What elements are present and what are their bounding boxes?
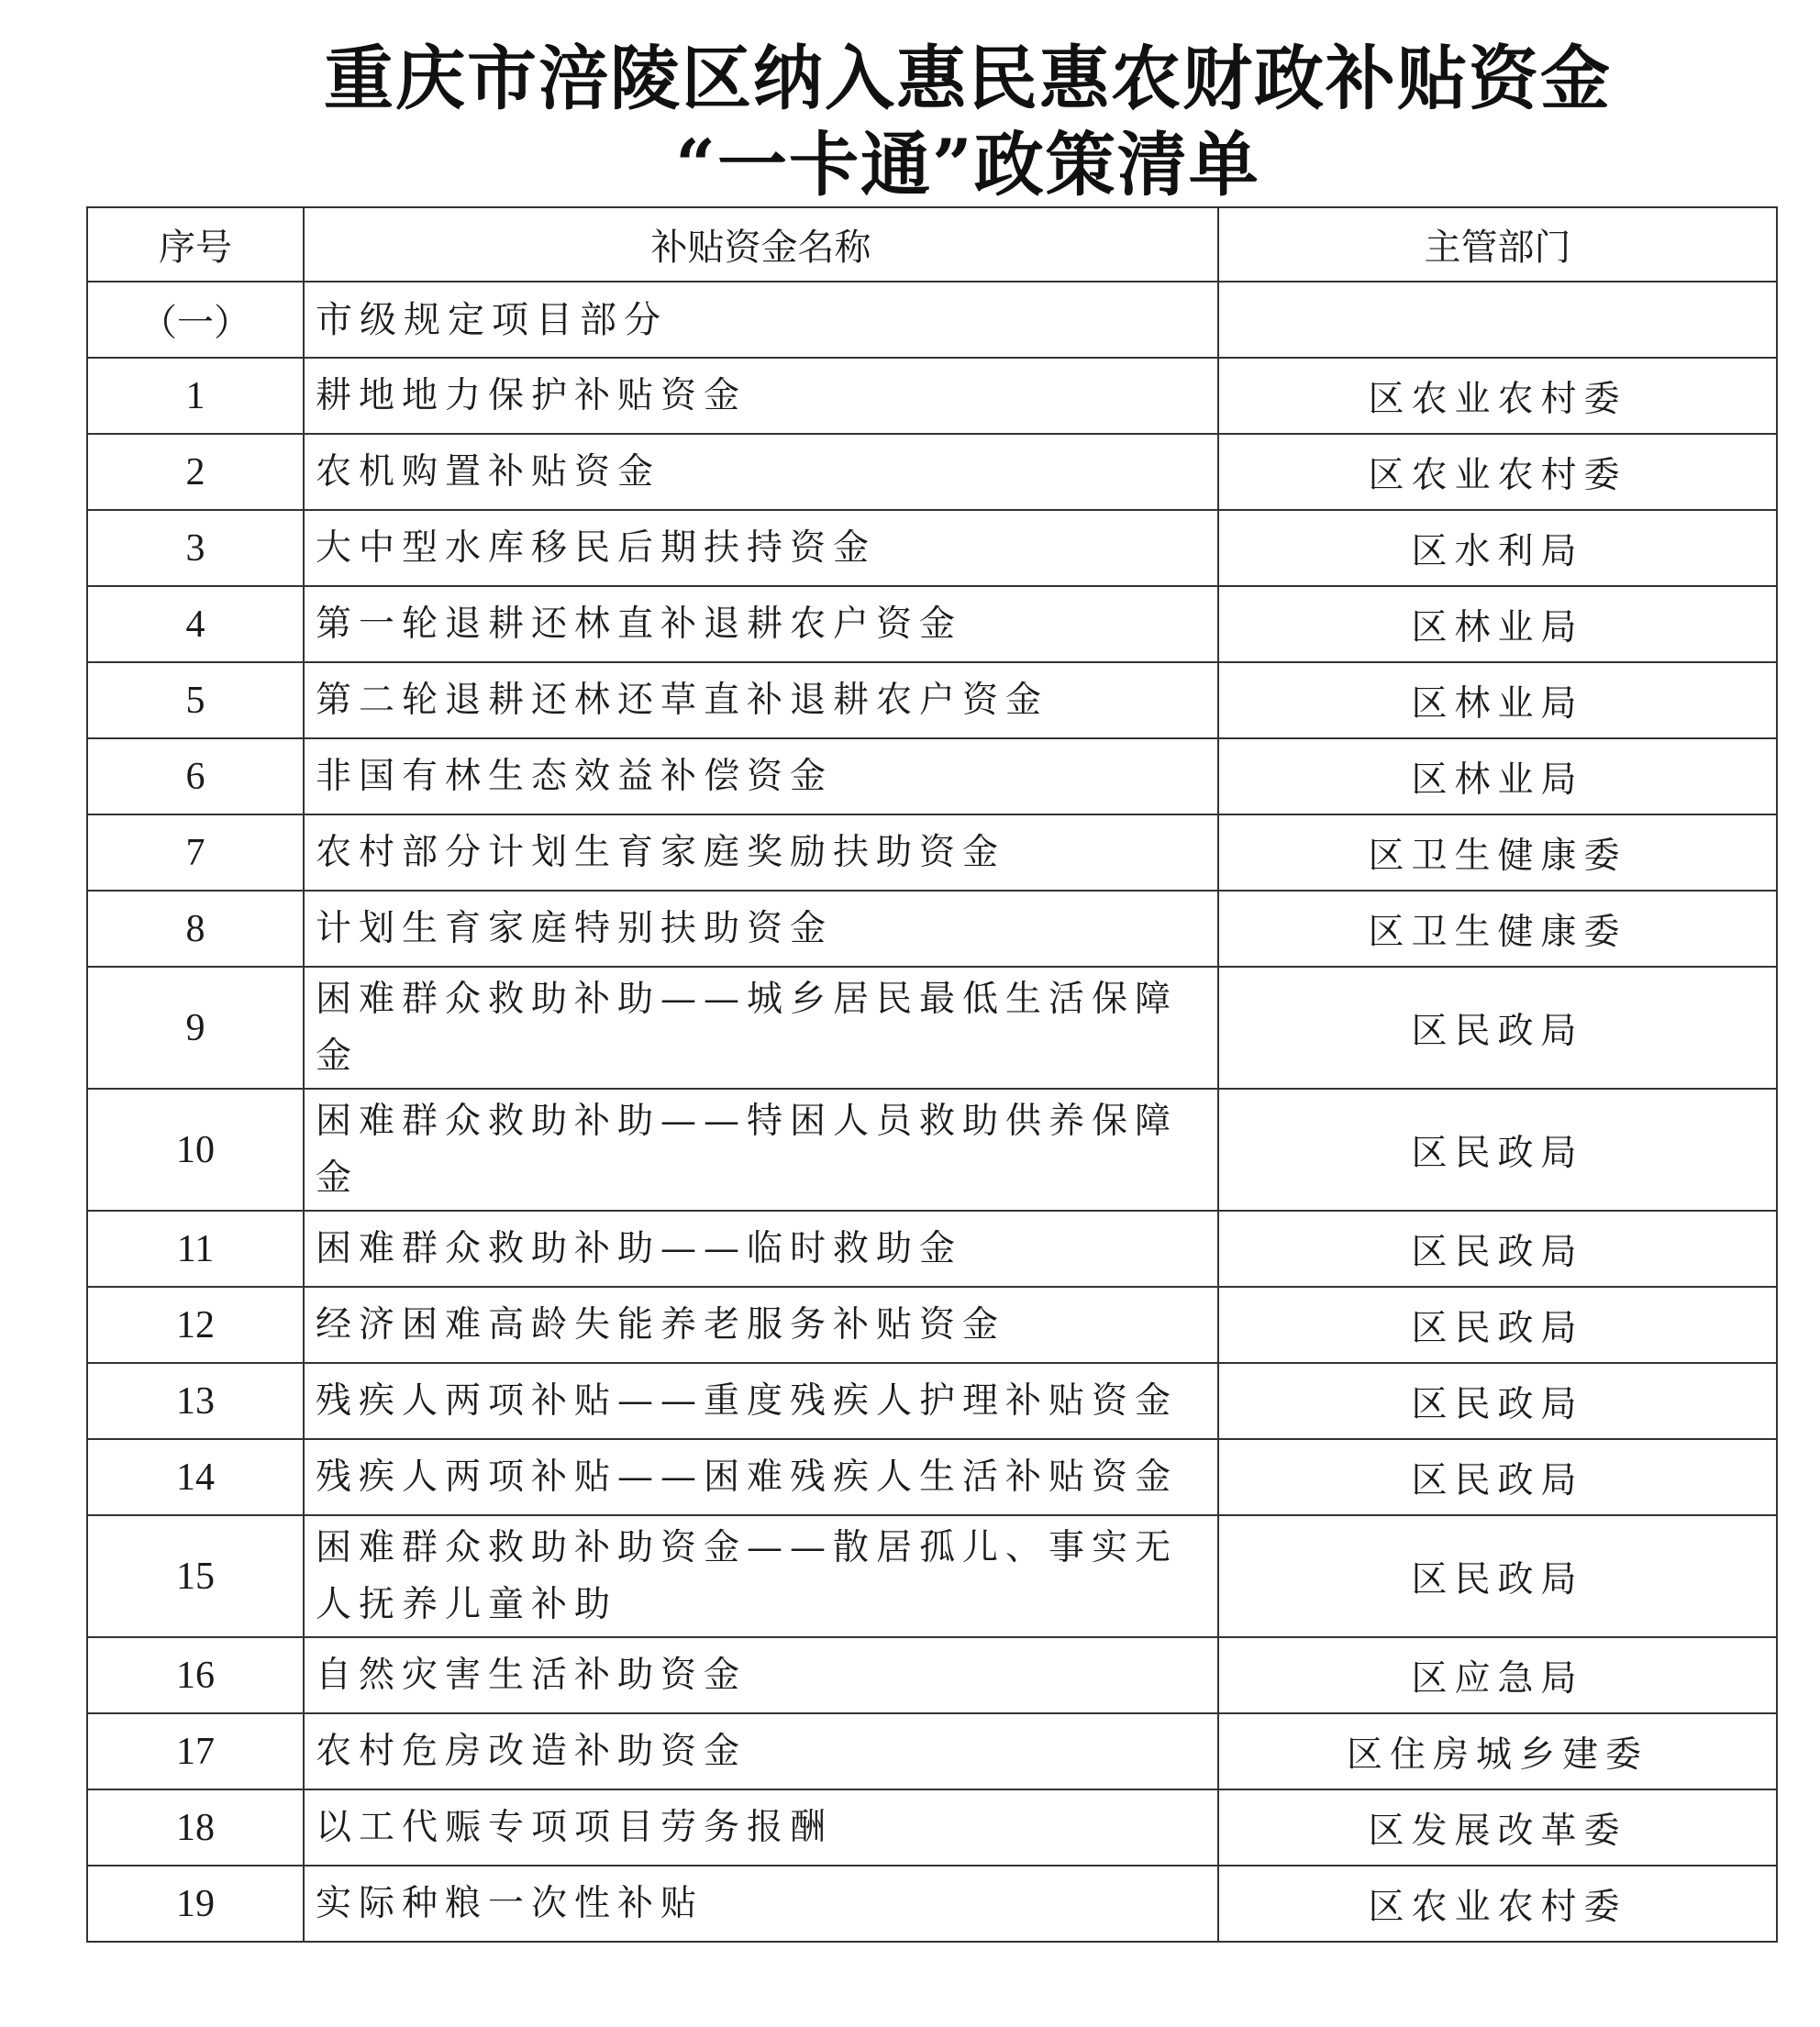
section-row	[87, 282, 1777, 358]
table-row	[87, 738, 1777, 814]
row-department: 区住房城乡建委	[1218, 1713, 1777, 1789]
row-department: 区应急局	[1218, 1637, 1777, 1713]
header-serial-number: 序号	[87, 207, 304, 282]
table-row	[87, 891, 1777, 967]
row-number: 10	[87, 1089, 304, 1211]
row-department: 区农业农村委	[1218, 358, 1777, 434]
row-number: 11	[87, 1211, 304, 1287]
row-number: 7	[87, 814, 304, 891]
table-row	[87, 586, 1777, 662]
table-row	[87, 814, 1777, 891]
table-row	[87, 1211, 1777, 1287]
row-department: 区林业局	[1218, 662, 1777, 738]
document-title-line-1: 重庆市涪陵区纳入惠民惠农财政补贴资金	[324, 38, 1612, 119]
header-department: 主管部门	[1218, 207, 1777, 282]
row-number: 5	[87, 662, 304, 738]
row-number: 2	[87, 434, 304, 510]
row-subsidy-name: 实际种粮一次性补贴	[304, 1866, 1218, 1942]
row-number: 8	[87, 891, 304, 967]
row-department: 区民政局	[1218, 1363, 1777, 1439]
row-number: 6	[87, 738, 304, 814]
table-row	[87, 1637, 1777, 1713]
row-subsidy-name: 自然灾害生活补助资金	[304, 1637, 1218, 1713]
table-row	[87, 510, 1777, 586]
table-row	[87, 1866, 1777, 1942]
table-row	[87, 1515, 1777, 1637]
table-row	[87, 1363, 1777, 1439]
table-row	[87, 1439, 1777, 1515]
row-subsidy-name: 残疾人两项补贴——重度残疾人护理补贴资金	[304, 1363, 1218, 1439]
row-subsidy-name: 第二轮退耕还林还草直补退耕农户资金	[304, 662, 1218, 738]
row-number: 13	[87, 1363, 304, 1439]
table-row	[87, 434, 1777, 510]
section-name: 市级规定项目部分	[304, 282, 1218, 358]
row-department: 区民政局	[1218, 1515, 1777, 1637]
document-title-line-2: “一卡通”政策清单	[675, 124, 1260, 205]
row-department: 区卫生健康委	[1218, 814, 1777, 891]
row-number: 17	[87, 1713, 304, 1789]
table-row	[87, 1287, 1777, 1363]
row-department: 区水利局	[1218, 510, 1777, 586]
row-number: 14	[87, 1439, 304, 1515]
row-subsidy-name: 耕地地力保护补贴资金	[304, 358, 1218, 434]
row-department: 区民政局	[1218, 1089, 1777, 1211]
row-subsidy-name: 困难群众救助补助——临时救助金	[304, 1211, 1218, 1287]
table-row	[87, 967, 1777, 1089]
table-row	[87, 358, 1777, 434]
row-subsidy-name: 大中型水库移民后期扶持资金	[304, 510, 1218, 586]
row-number: 18	[87, 1789, 304, 1866]
row-subsidy-name: 残疾人两项补贴——困难残疾人生活补贴资金	[304, 1439, 1218, 1515]
row-number: 19	[87, 1866, 304, 1942]
row-department: 区民政局	[1218, 967, 1777, 1089]
row-department: 区发展改革委	[1218, 1789, 1777, 1866]
row-subsidy-name: 以工代赈专项项目劳务报酬	[304, 1789, 1218, 1866]
row-department: 区农业农村委	[1218, 1866, 1777, 1942]
row-number: 1	[87, 358, 304, 434]
row-subsidy-name: 农村部分计划生育家庭奖励扶助资金	[304, 814, 1218, 891]
row-number: 15	[87, 1515, 304, 1637]
policy-list-table	[86, 206, 1778, 1943]
table-header-row	[87, 207, 1777, 282]
table-row	[87, 1089, 1777, 1211]
row-department: 区民政局	[1218, 1439, 1777, 1515]
row-number: 16	[87, 1637, 304, 1713]
row-subsidy-name: 困难群众救助补助资金——散居孤儿、事实无人抚养儿童补助	[304, 1515, 1218, 1637]
section-department	[1218, 282, 1777, 358]
row-department: 区林业局	[1218, 586, 1777, 662]
row-number: 4	[87, 586, 304, 662]
row-subsidy-name: 第一轮退耕还林直补退耕农户资金	[304, 586, 1218, 662]
row-subsidy-name: 农机购置补贴资金	[304, 434, 1218, 510]
row-number: 3	[87, 510, 304, 586]
row-subsidy-name: 困难群众救助补助——城乡居民最低生活保障金	[304, 967, 1218, 1089]
section-number: （一）	[87, 282, 304, 358]
row-department: 区农业农村委	[1218, 434, 1777, 510]
table-row	[87, 1713, 1777, 1789]
row-subsidy-name: 计划生育家庭特别扶助资金	[304, 891, 1218, 967]
row-number: 9	[87, 967, 304, 1089]
table-row	[87, 1789, 1777, 1866]
row-subsidy-name: 农村危房改造补助资金	[304, 1713, 1218, 1789]
header-subsidy-name: 补贴资金名称	[304, 207, 1218, 282]
row-subsidy-name: 非国有林生态效益补偿资金	[304, 738, 1218, 814]
row-subsidy-name: 经济困难高龄失能养老服务补贴资金	[304, 1287, 1218, 1363]
row-department: 区林业局	[1218, 738, 1777, 814]
row-department: 区卫生健康委	[1218, 891, 1777, 967]
table-row	[87, 662, 1777, 738]
row-department: 区民政局	[1218, 1287, 1777, 1363]
row-department: 区民政局	[1218, 1211, 1777, 1287]
row-subsidy-name: 困难群众救助补助——特困人员救助供养保障金	[304, 1089, 1218, 1211]
row-number: 12	[87, 1287, 304, 1363]
